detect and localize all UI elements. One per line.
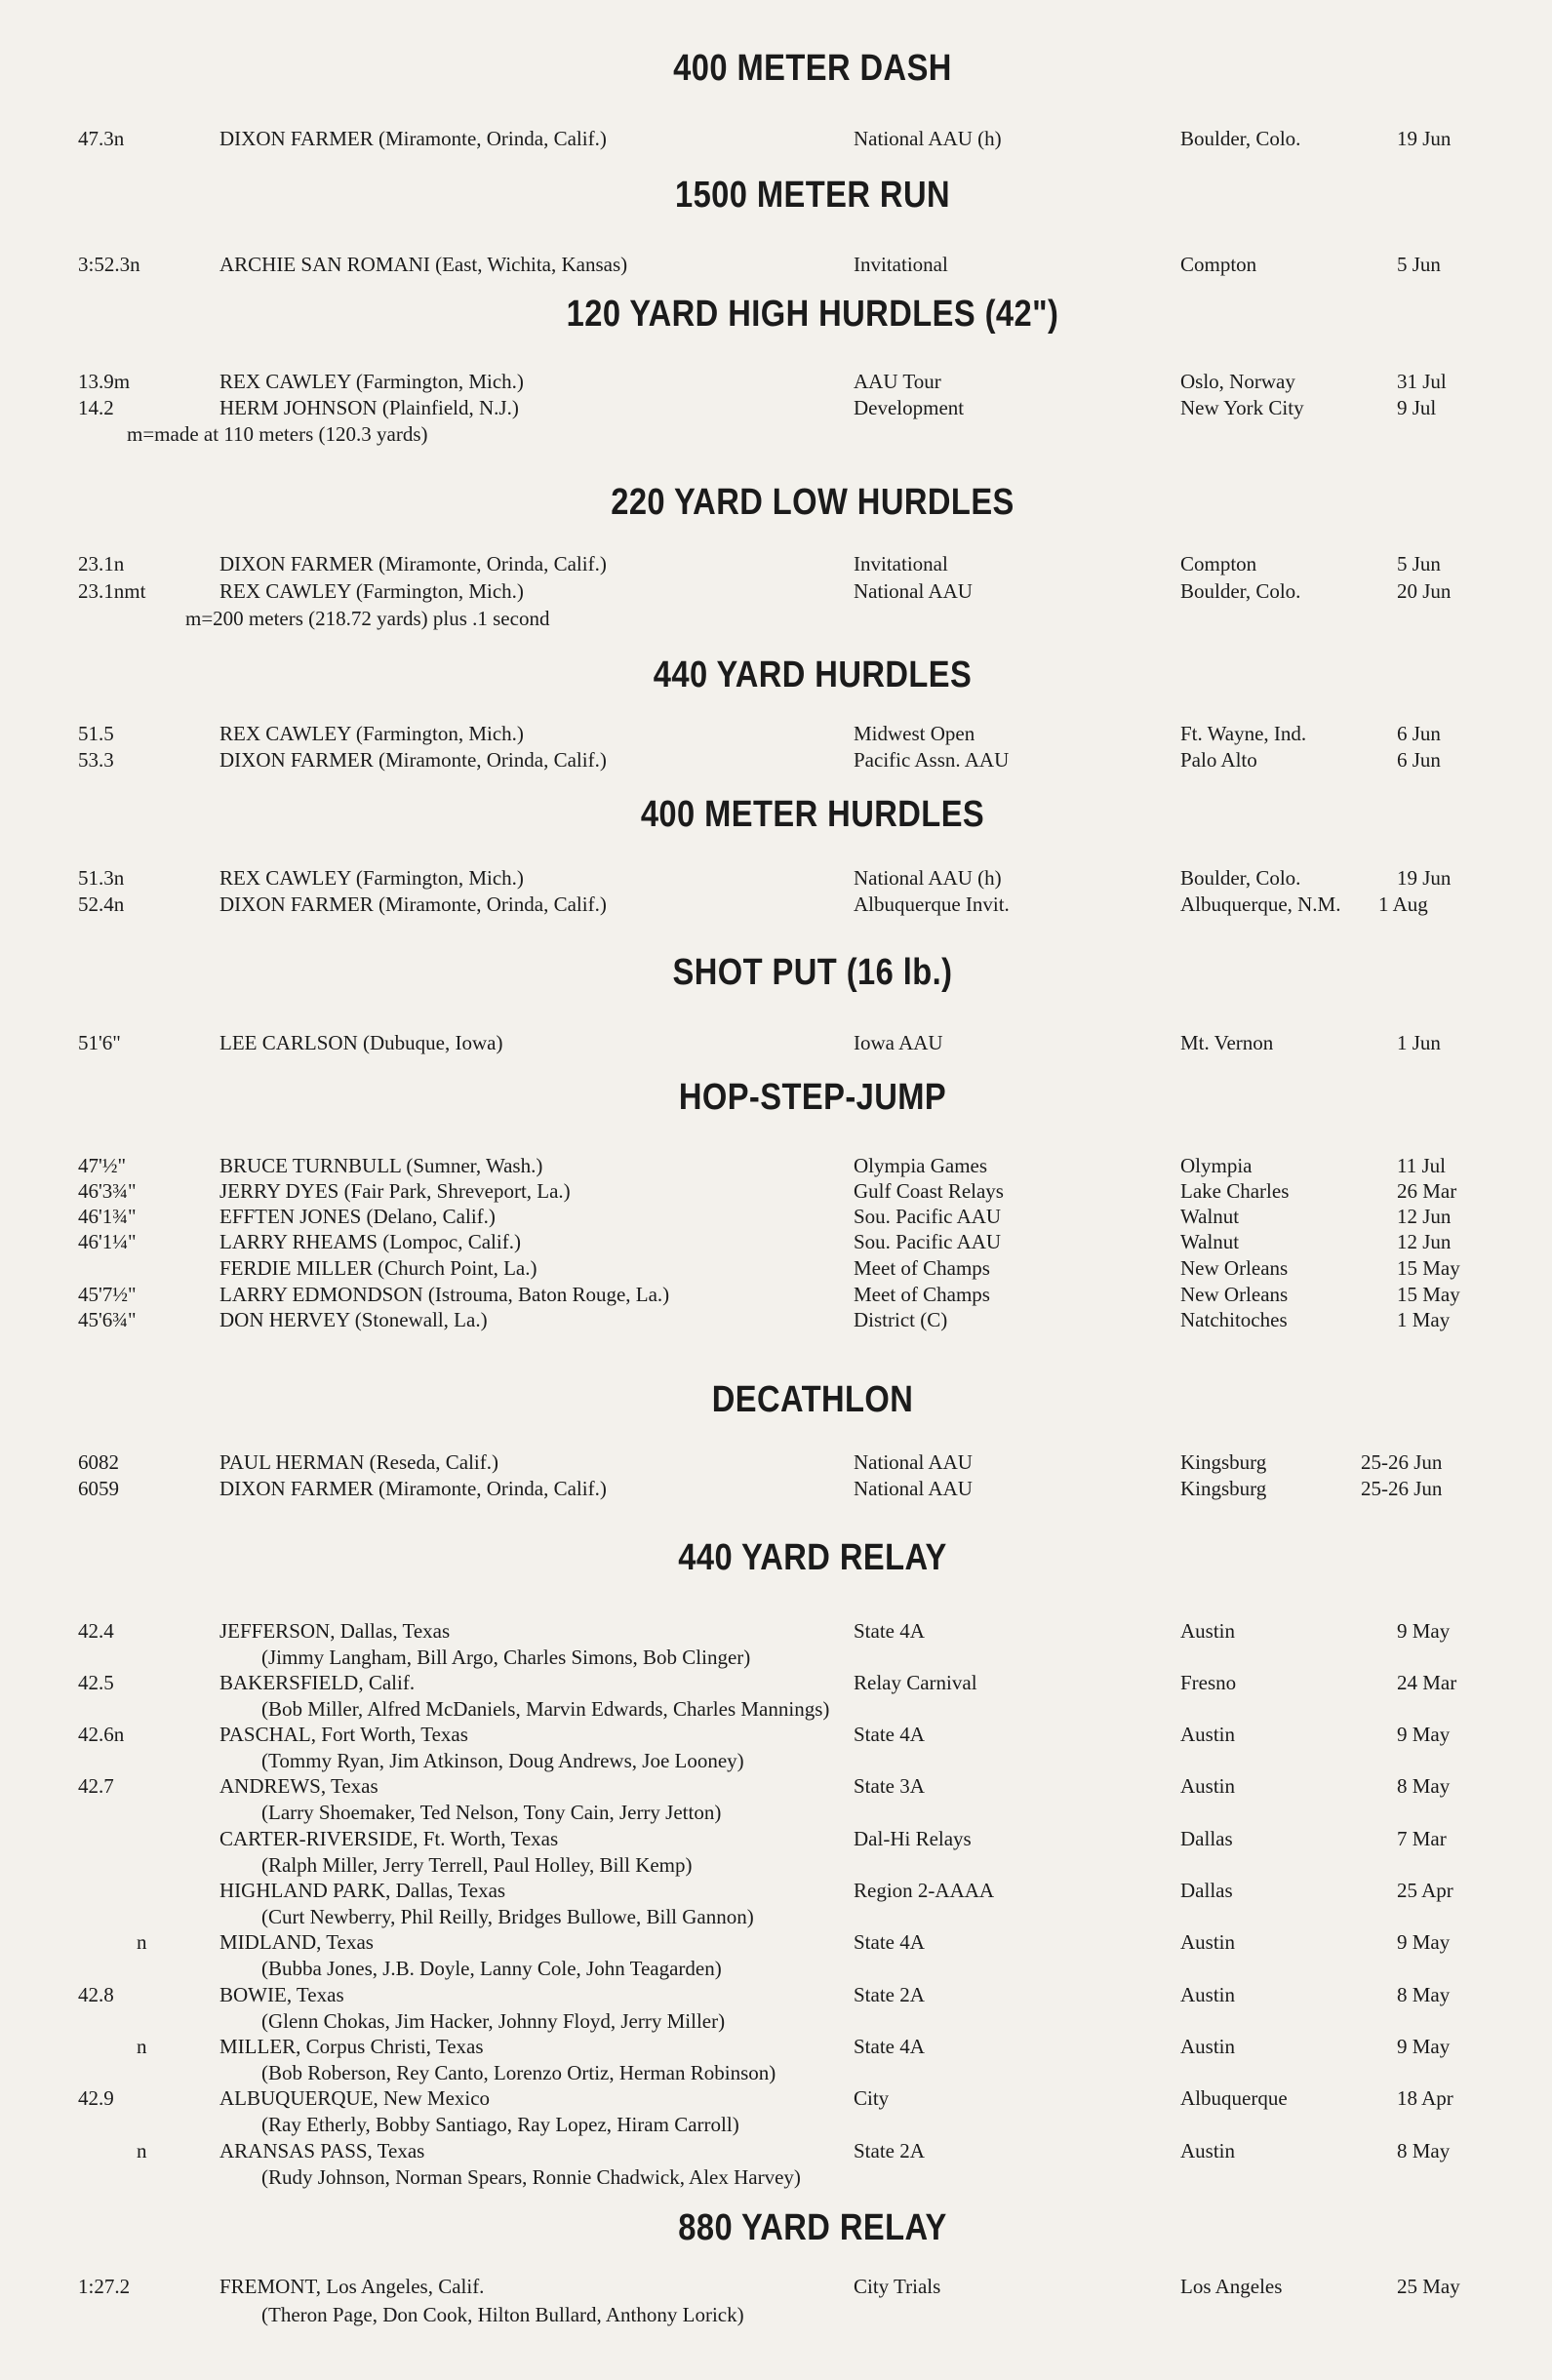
mark: 23.1nmt [78, 579, 146, 603]
meet: Olympia Games [854, 1154, 988, 1177]
team: MILLER, Corpus Christi, Texas [219, 2035, 484, 2058]
table-row [0, 1028, 1552, 1057]
location: Boulder, Colo. [1180, 127, 1301, 150]
location: Walnut [1180, 1230, 1240, 1253]
date: 11 Jul [1397, 1154, 1446, 1177]
athlete: DIXON FARMER (Miramonte, Orinda, Calif.) [219, 1477, 607, 1500]
location: New Orleans [1180, 1283, 1289, 1306]
date: 5 Jun [1397, 552, 1441, 575]
mark: 51.3n [78, 866, 125, 890]
relay-members: (Bob Roberson, Rey Canto, Lorenzo Ortiz, Herman Robinson) [261, 2061, 776, 2084]
athlete: PAUL HERMAN (Reseda, Calif.) [219, 1450, 499, 1474]
team: BAKERSFIELD, Calif. [219, 1671, 416, 1694]
mark: 51'6" [78, 1031, 121, 1054]
relay-members: (Larry Shoemaker, Ted Nelson, Tony Cain, Jerry Jetton) [261, 1801, 722, 1824]
location: Austin [1180, 2035, 1236, 2058]
athlete: FERDIE MILLER (Church Point, La.) [219, 1256, 537, 1280]
table-row [0, 2136, 1552, 2165]
athlete: HERM JOHNSON (Plainfield, N.J.) [219, 396, 519, 419]
team: BOWIE, Texas [219, 1983, 344, 2006]
date: 25-26 Jun [1361, 1477, 1443, 1500]
table-row [0, 1980, 1552, 2009]
meet: Invitational [854, 253, 948, 276]
location: Fresno [1180, 1671, 1237, 1694]
meet: Albuquerque Invit. [854, 892, 1010, 916]
meet: Region 2-AAAA [854, 1879, 995, 1902]
date: 9 May [1397, 1930, 1451, 1954]
athlete: DIXON FARMER (Miramonte, Orinda, Calif.) [219, 552, 607, 575]
date: 25 May [1397, 2275, 1460, 2298]
mark: 6059 [78, 1477, 119, 1500]
relay-members: (Rudy Johnson, Norman Spears, Ronnie Chadwick, Alex Harvey) [261, 2165, 801, 2189]
table-row [0, 2272, 1552, 2301]
date: 25 Apr [1397, 1879, 1453, 1902]
mark: 53.3 [78, 748, 114, 772]
table-row [0, 576, 1552, 606]
section-heading: DECATHLON [711, 1379, 914, 1420]
athlete: DIXON FARMER (Miramonte, Orinda, Calif.) [219, 748, 607, 772]
relay-members: (Curt Newberry, Phil Reilly, Bridges Bullowe, Bill Gannon) [261, 1905, 754, 1928]
athlete: EFFTEN JONES (Delano, Calif.) [219, 1205, 496, 1228]
athlete: JERRY DYES (Fair Park, Shreveport, La.) [219, 1179, 571, 1203]
section-note: m=made at 110 meters (120.3 yards) [127, 422, 428, 446]
location: Austin [1180, 1619, 1236, 1643]
table-row [0, 1876, 1552, 1905]
team: PASCHAL, Fort Worth, Texas [219, 1723, 468, 1746]
date: 8 May [1397, 1774, 1451, 1798]
meet: City Trials [854, 2275, 941, 2298]
location: Albuquerque, N.M. [1180, 892, 1341, 916]
athlete: DIXON FARMER (Miramonte, Orinda, Calif.) [219, 892, 607, 916]
location: Compton [1180, 552, 1257, 575]
section-heading: 120 YARD HIGH HURDLES (42") [566, 294, 1059, 335]
date: 1 Jun [1397, 1031, 1441, 1054]
meet: State 3A [854, 1774, 925, 1798]
team: CARTER-RIVERSIDE, Ft. Worth, Texas [219, 1827, 559, 1850]
section-heading: 400 METER DASH [673, 48, 952, 89]
table-row [0, 393, 1552, 422]
meet: State 4A [854, 1723, 925, 1746]
team: ALBUQUERQUE, New Mexico [219, 2086, 491, 2110]
location: Austin [1180, 1930, 1236, 1954]
relay-members: (Tommy Ryan, Jim Atkinson, Doug Andrews, Joe Looney) [261, 1749, 744, 1772]
mark: 51.5 [78, 722, 114, 745]
athlete: LARRY EDMONDSON (Istrouma, Baton Rouge, La.) [219, 1283, 670, 1306]
location: Ft. Wayne, Ind. [1180, 722, 1307, 745]
date: 15 May [1397, 1256, 1460, 1280]
meet: Invitational [854, 552, 948, 575]
relay-members: (Bubba Jones, J.B. Doyle, Lanny Cole, John Teagarden) [261, 1957, 722, 1980]
date: 1 May [1397, 1308, 1451, 1331]
meet: Meet of Champs [854, 1256, 990, 1280]
meet: Midwest Open [854, 722, 975, 745]
table-row [0, 863, 1552, 892]
table-row [0, 1474, 1552, 1503]
location: Mt. Vernon [1180, 1031, 1274, 1054]
relay-members: (Jimmy Langham, Bill Argo, Charles Simons, Bob Clinger) [261, 1646, 751, 1669]
mark: 14.2 [78, 396, 114, 419]
date: 26 Mar [1397, 1179, 1457, 1203]
athlete: DON HERVEY (Stonewall, La.) [219, 1308, 488, 1331]
section-heading: 1500 METER RUN [674, 175, 951, 216]
mark: 13.9m [78, 370, 131, 393]
table-row [0, 1253, 1552, 1283]
location: New Orleans [1180, 1256, 1289, 1280]
table-row [0, 367, 1552, 396]
mark: 46'3¾" [78, 1179, 137, 1203]
mark: 45'6¾" [78, 1308, 137, 1331]
location: Albuquerque [1180, 2086, 1288, 2110]
location: Kingsburg [1180, 1477, 1267, 1500]
relay-members: (Bob Miller, Alfred McDaniels, Marvin Edwards, Charles Mannings) [261, 1697, 830, 1721]
date: 15 May [1397, 1283, 1460, 1306]
athlete: REX CAWLEY (Farmington, Mich.) [219, 722, 524, 745]
location: Austin [1180, 1723, 1236, 1746]
team: JEFFERSON, Dallas, Texas [219, 1619, 451, 1643]
location: Lake Charles [1180, 1179, 1290, 1203]
meet: City [854, 2086, 890, 2110]
location: Natchitoches [1180, 1308, 1288, 1331]
date: 25-26 Jun [1361, 1450, 1443, 1474]
team: MIDLAND, Texas [219, 1930, 374, 1954]
team: ANDREWS, Texas [219, 1774, 378, 1798]
meet: Dal-Hi Relays [854, 1827, 972, 1850]
meet: Sou. Pacific AAU [854, 1230, 1002, 1253]
location: Oslo, Norway [1180, 370, 1295, 393]
meet: Pacific Assn. AAU [854, 748, 1010, 772]
meet: State 4A [854, 2035, 925, 2058]
mark: 42.8 [78, 1983, 114, 2006]
relay-members: (Glenn Chokas, Jim Hacker, Johnny Floyd, Jerry Miller) [261, 2009, 726, 2033]
team: FREMONT, Los Angeles, Calif. [219, 2275, 485, 2298]
mark: 46'1¾" [78, 1205, 137, 1228]
meet: Iowa AAU [854, 1031, 943, 1054]
table-row [0, 1668, 1552, 1697]
date: 8 May [1397, 1983, 1451, 2006]
location: Compton [1180, 253, 1257, 276]
team: ARANSAS PASS, Texas [219, 2139, 425, 2162]
date: 7 Mar [1397, 1827, 1447, 1850]
athlete: REX CAWLEY (Farmington, Mich.) [219, 370, 524, 393]
date: 12 Jun [1397, 1205, 1452, 1228]
mark: n [137, 2139, 147, 2162]
mark: 1:27.2 [78, 2275, 131, 2298]
table-row [0, 1927, 1552, 1957]
mark: 42.4 [78, 1619, 114, 1643]
section-heading: HOP-STEP-JUMP [678, 1077, 947, 1118]
meet: National AAU [854, 1477, 973, 1500]
relay-members: (Ralph Miller, Jerry Terrell, Paul Holley, Bill Kemp) [261, 1853, 693, 1877]
date: 9 May [1397, 1723, 1451, 1746]
meet: Development [854, 396, 965, 419]
athlete: LARRY RHEAMS (Lompoc, Calif.) [219, 1230, 521, 1253]
location: Boulder, Colo. [1180, 579, 1301, 603]
section-heading: 440 YARD HURDLES [653, 654, 973, 695]
date: 5 Jun [1397, 253, 1441, 276]
date: 1 Aug [1378, 892, 1428, 916]
table-row [0, 124, 1552, 153]
section-note: m=200 meters (218.72 yards) plus .1 second [185, 607, 550, 630]
meet: State 4A [854, 1619, 925, 1643]
meet: District (C) [854, 1308, 948, 1331]
meet: Sou. Pacific AAU [854, 1205, 1002, 1228]
athlete: REX CAWLEY (Farmington, Mich.) [219, 866, 524, 890]
meet: Meet of Champs [854, 1283, 990, 1306]
location: Dallas [1180, 1879, 1233, 1902]
mark: 23.1n [78, 552, 125, 575]
table-row [0, 2083, 1552, 2113]
athlete: REX CAWLEY (Farmington, Mich.) [219, 579, 524, 603]
meet: State 2A [854, 1983, 925, 2006]
athlete: BRUCE TURNBULL (Sumner, Wash.) [219, 1154, 543, 1177]
athlete: DIXON FARMER (Miramonte, Orinda, Calif.) [219, 127, 607, 150]
mark: 47'½" [78, 1154, 127, 1177]
meet: State 4A [854, 1930, 925, 1954]
table-row [0, 1720, 1552, 1749]
date: 24 Mar [1397, 1671, 1457, 1694]
date: 9 May [1397, 2035, 1451, 2058]
table-row [0, 890, 1552, 919]
location: Boulder, Colo. [1180, 866, 1301, 890]
location: Los Angeles [1180, 2275, 1283, 2298]
section-heading: SHOT PUT (16 lb.) [672, 952, 953, 993]
team: HIGHLAND PARK, Dallas, Texas [219, 1879, 506, 1902]
mark: n [137, 2035, 147, 2058]
date: 9 May [1397, 1619, 1451, 1643]
table-row [0, 1448, 1552, 1477]
section-heading: 440 YARD RELAY [678, 1537, 947, 1578]
date: 6 Jun [1397, 722, 1441, 745]
meet: National AAU (h) [854, 866, 1002, 890]
mark: 6082 [78, 1450, 119, 1474]
location: Kingsburg [1180, 1450, 1267, 1474]
table-row [0, 1305, 1552, 1334]
location: Palo Alto [1180, 748, 1257, 772]
date: 18 Apr [1397, 2086, 1453, 2110]
date: 6 Jun [1397, 748, 1441, 772]
meet: AAU Tour [854, 370, 941, 393]
location: Austin [1180, 1983, 1236, 2006]
location: Walnut [1180, 1205, 1240, 1228]
mark: 45'7½" [78, 1283, 137, 1306]
meet: Gulf Coast Relays [854, 1179, 1004, 1203]
date: 12 Jun [1397, 1230, 1452, 1253]
mark: 3:52.3n [78, 253, 140, 276]
table-row [0, 549, 1552, 578]
date: 8 May [1397, 2139, 1451, 2162]
meet: National AAU [854, 579, 973, 603]
mark: n [137, 1930, 147, 1954]
mark: 52.4n [78, 892, 125, 916]
meet: National AAU [854, 1450, 973, 1474]
location: New York City [1180, 396, 1304, 419]
athlete: ARCHIE SAN ROMANI (East, Wichita, Kansas) [219, 253, 628, 276]
table-row [0, 719, 1552, 748]
table-row [0, 1616, 1552, 1646]
section-heading: 220 YARD LOW HURDLES [611, 482, 1015, 523]
date: 19 Jun [1397, 127, 1452, 150]
relay-members: (Ray Etherly, Bobby Santiago, Ray Lopez, Hiram Carroll) [261, 2113, 739, 2136]
mark: 42.5 [78, 1671, 114, 1694]
meet: State 2A [854, 2139, 925, 2162]
table-row [0, 745, 1552, 774]
date: 19 Jun [1397, 866, 1452, 890]
meet: National AAU (h) [854, 127, 1002, 150]
table-row [0, 2032, 1552, 2061]
date: 31 Jul [1397, 370, 1447, 393]
table-row [0, 1824, 1552, 1853]
location: Austin [1180, 1774, 1236, 1798]
mark: 47.3n [78, 127, 125, 150]
table-row [0, 1227, 1552, 1256]
mark: 42.9 [78, 2086, 114, 2110]
relay-members: (Theron Page, Don Cook, Hilton Bullard, Anthony Lorick) [261, 2303, 744, 2326]
location: Dallas [1180, 1827, 1233, 1850]
mark: 46'1¼" [78, 1230, 137, 1253]
section-heading: 880 YARD RELAY [678, 2207, 947, 2248]
date: 20 Jun [1397, 579, 1452, 603]
location: Austin [1180, 2139, 1236, 2162]
location: Olympia [1180, 1154, 1253, 1177]
section-heading: 400 METER HURDLES [640, 794, 985, 835]
athlete: LEE CARLSON (Dubuque, Iowa) [219, 1031, 503, 1054]
date: 9 Jul [1397, 396, 1437, 419]
mark: 42.7 [78, 1774, 114, 1798]
mark: 42.6n [78, 1723, 125, 1746]
meet: Relay Carnival [854, 1671, 977, 1694]
table-row [0, 1771, 1552, 1801]
table-row [0, 250, 1552, 279]
